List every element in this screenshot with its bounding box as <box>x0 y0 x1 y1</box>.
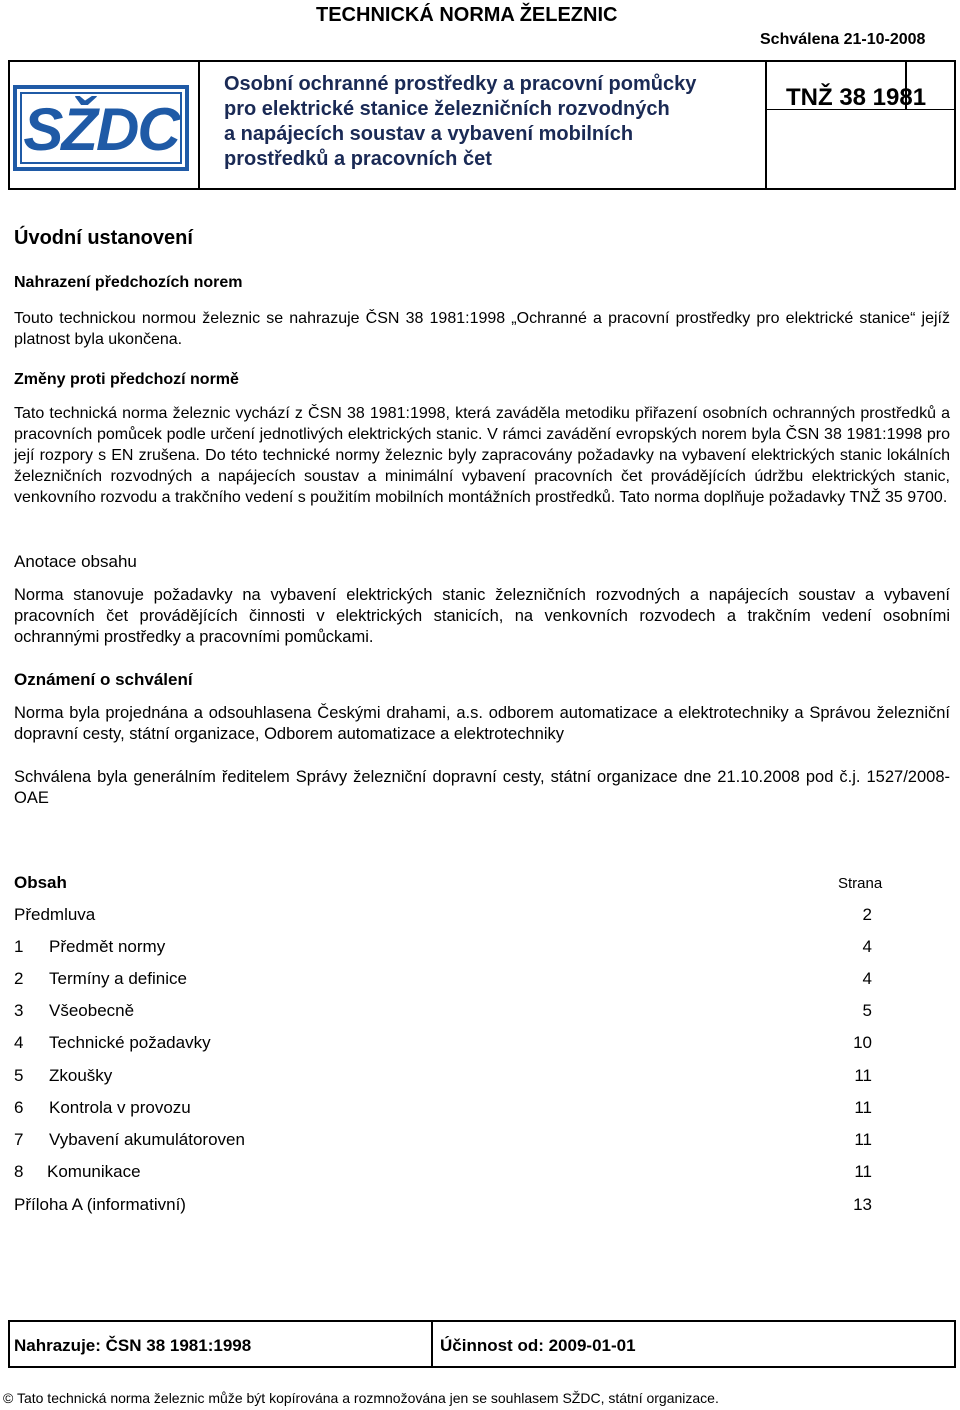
toc-num: 2 <box>14 969 24 988</box>
replacement-text: Touto technickou normou železnic se nahrazuje ČSN 38 1981:1998 „Ochranné a pracovní prostředky pro elektrické stanice“ jejíž platnost byla ukončena. <box>14 310 950 348</box>
toc-page: 11 <box>854 1130 872 1149</box>
toc-row <box>14 1001 872 1023</box>
toc-label: Technické požadavky <box>49 1033 211 1052</box>
toc-num: 3 <box>14 1001 24 1020</box>
toc-row <box>14 937 872 959</box>
toc-label: Vybavení akumulátoroven <box>49 1130 245 1149</box>
intro-heading: Úvodní ustanovení <box>14 227 193 249</box>
header-divider-right <box>765 60 767 190</box>
toc-num: 8 <box>14 1162 24 1181</box>
toc-row <box>14 1066 872 1088</box>
standard-title <box>224 72 759 172</box>
toc-page: 11 <box>854 1162 872 1181</box>
toc-num: 6 <box>14 1098 24 1117</box>
toc-row <box>14 1098 872 1120</box>
changes-text: Tato technická norma železnic vychází z ČSN 38 1981:1998, která zaváděla metodiku přiřazení osobních ochranných prostředků a pracovních pomůcek podle určení jednotlivých elektrických stanic. V rámci zavádění evropských norem byla ČSN 38 1981:1998 pro její rozpory s EN zrušena. Do této technické normy železnic byly zapracovány požadavky na vybavení elektrických stanic lokálních železničních rozvodných a napájecích soustav a minimální vybavení pracovních čet provádějících údržbu elektrických stanic, venkovního rozvodu a trakčního vedení s použitím mobilních montážních prostředků. Tato norma doplňuje požadavky TNŽ 35 9700. <box>14 405 950 506</box>
toc-num: 1 <box>14 937 24 956</box>
toc-label: Komunikace <box>47 1162 141 1181</box>
toc-label: Zkoušky <box>49 1066 113 1085</box>
toc-page: 2 <box>862 905 872 924</box>
approval-heading: Oznámení o schválení <box>14 670 193 689</box>
toc-page: 5 <box>862 1001 872 1020</box>
logo-text: SŽDC <box>23 96 179 163</box>
title-line-3: a napájecích soustav a vybavení mobilních <box>224 123 634 145</box>
annotation-heading: Anotace obsahu <box>14 552 137 571</box>
header-divider-left <box>198 60 200 190</box>
toc-label: Všeobecně <box>49 1001 135 1020</box>
changes-heading: Změny proti předchozí normě <box>14 371 239 388</box>
approval-date: Schválena 21-10-2008 <box>760 31 926 48</box>
standard-number: TNŽ 38 1981 <box>786 84 927 111</box>
toc-row <box>14 905 872 927</box>
copyright-notice: © Tato technická norma železnic může být kopírována a rozmnožována jen se souhlasem SŽDC, státní organizace. <box>3 1390 719 1406</box>
approval-text-2: Schválena byla generálním ředitelem Správy železniční dopravní cesty, státní organizace dne 21.10.2008 pod č.j. 1527/2008-OAE <box>14 768 950 807</box>
toc-label: Kontrola v provozu <box>49 1098 191 1117</box>
title-line-1: Osobní ochranné prostředky a pracovní pomůcky <box>224 73 697 95</box>
szdc-logo <box>12 84 190 172</box>
toc-row <box>14 1130 872 1152</box>
toc-page: 11 <box>854 1098 872 1117</box>
toc-page: 4 <box>862 969 872 988</box>
toc-num: 4 <box>14 1033 24 1052</box>
toc-page: 13 <box>853 1195 872 1214</box>
toc-num: 7 <box>14 1130 24 1149</box>
toc-label: Předmět normy <box>49 937 166 956</box>
toc-page: 4 <box>862 937 872 956</box>
toc-label: Předmluva <box>14 905 96 924</box>
toc-row <box>14 1162 872 1184</box>
replaces-standard: Nahrazuje: ČSN 38 1981:1998 <box>14 1336 252 1355</box>
toc-num: 5 <box>14 1066 24 1085</box>
toc-label: Příloha A (informativní) <box>14 1195 186 1214</box>
toc-row <box>14 1033 872 1055</box>
toc-page: 11 <box>854 1066 872 1085</box>
toc-page: 10 <box>853 1033 872 1052</box>
title-line-4: prostředků a pracovních čet <box>224 148 492 170</box>
title-line-2: pro elektrické stanice železničních rozvodných <box>224 98 670 120</box>
toc-heading: Obsah <box>14 873 67 892</box>
annotation-text: Norma stanovuje požadavky na vybavení elektrických stanic železničních rozvodných a napájecích soustav a vybavení pracovních čet provádějících činnosti v elektrických stanicích, na venkovních rozvodech a trakčním vedení osobními ochrannými prostředky a pracovními pomůckami. <box>14 586 950 646</box>
toc-page-heading: Strana <box>838 875 883 892</box>
replacement-heading: Nahrazení předchozích norem <box>14 274 243 291</box>
document-type-title: TECHNICKÁ NORMA ŽELEZNIC <box>316 4 618 26</box>
toc-label: Termíny a definice <box>49 969 187 988</box>
toc-row <box>14 969 872 991</box>
toc-row <box>14 1195 872 1217</box>
effective-date: Účinnost od: 2009-01-01 <box>440 1336 636 1355</box>
footer-divider <box>431 1320 433 1368</box>
approval-text-1: Norma byla projednána a odsouhlasena Českými drahami, a.s. odborem automatizace a elektrotechniky a Správou železniční dopravní cesty, státní organizace, Odborem automatizace a elektrotechniky <box>14 704 950 743</box>
